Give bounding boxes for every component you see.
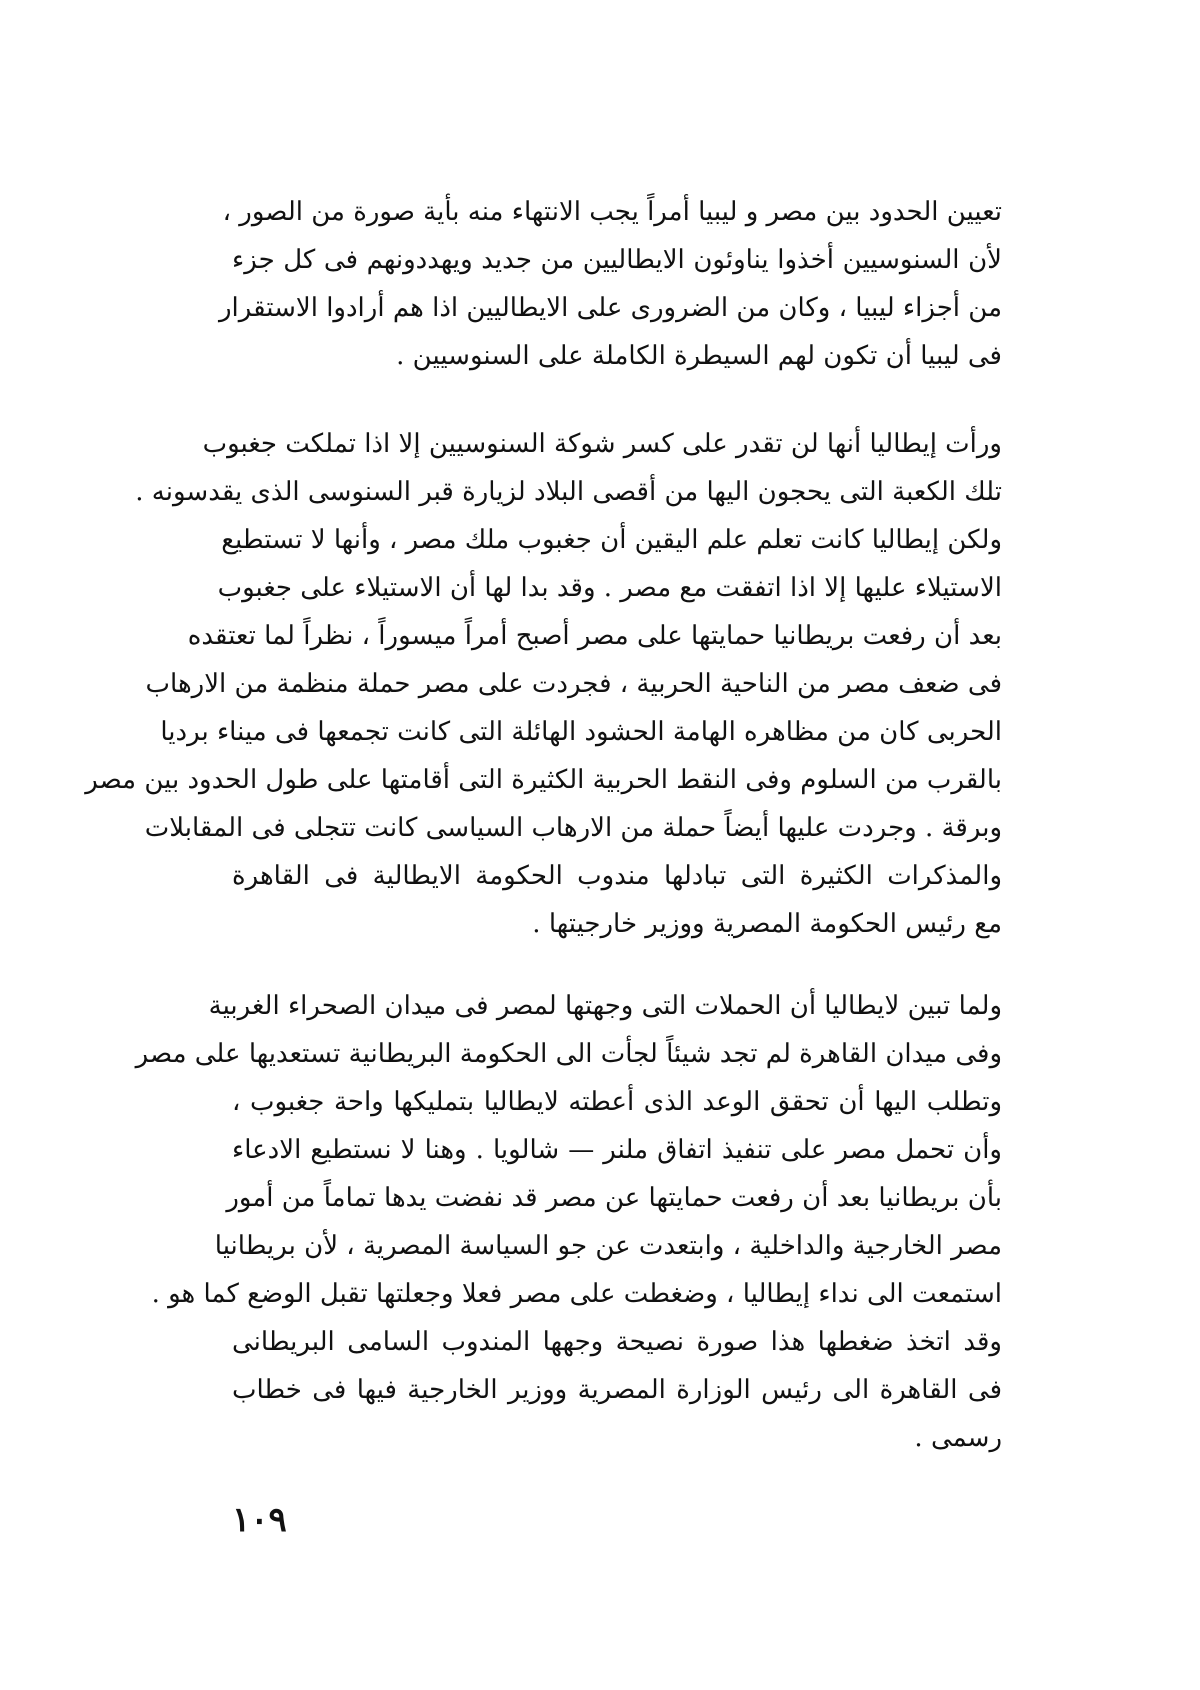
text-line: وتطلب اليها أن تحقق الوعد الذى أعطته لايطاليا بتمليكها واحة جغبوب ،: [232, 1087, 1002, 1117]
text-line: رسمى .: [914, 1423, 1002, 1453]
text-line: فى ضعف مصر من الناحية الحربية ، فجردت على مصر حملة منظمة من الارهاب: [145, 669, 1002, 699]
text-line: فى القاهرة الى رئيس الوزارة المصرية ووزير الخارجية فيها فى خطاب: [232, 1375, 1002, 1405]
text-line: ولما تبين لايطاليا أن الحملات التى وجهتها لمصر فى ميدان الصحراء الغربية: [208, 991, 1002, 1021]
text-line: وفى ميدان القاهرة لم تجد شيئاً لجأت الى الحكومة البريطانية تستعديها على مصر: [135, 1039, 1002, 1069]
text-line: استمعت الى نداء إيطاليا ، وضغطت على مصر فعلا وجعلتها تقبل الوضع كما هو .: [151, 1279, 1002, 1309]
text-line: وأن تحمل مصر على تنفيذ اتفاق ملنر — شالويا . وهنا لا نستطيع الادعاء: [232, 1135, 1002, 1165]
text-line: الاستيلاء عليها إلا اذا اتفقت مع مصر . وقد بدا لها أن الاستيلاء على جغبوب: [217, 573, 1002, 603]
text-line: تعيين الحدود بين مصر و ليبيا أمراً يجب الانتهاء منه بأية صورة من الصور ،: [222, 197, 1002, 227]
paragraph-1: [218, 188, 1002, 380]
text-line: ورأت إيطاليا أنها لن تقدر على كسر شوكة السنوسيين إلا اذا تملكت جغبوب: [202, 429, 1002, 459]
paragraph-3: [135, 982, 1002, 1462]
text-line: لأن السنوسيين أخذوا يناوئون الايطاليين من جديد ويهددونهم فى كل جزء: [232, 245, 1002, 275]
text-line: فى ليبيا أن تكون لهم السيطرة الكاملة على السنوسيين .: [396, 341, 1002, 371]
page-number: ١٠٩: [232, 1500, 287, 1540]
text-line: تلك الكعبة التى يحجون اليها من أقصى البلاد لزيارة قبر السنوسى الذى يقدسونه .: [135, 477, 1002, 507]
text-line: بأن بريطانيا بعد أن رفعت حمايتها عن مصر قد نفضت يدها تماماً من أمور: [226, 1183, 1002, 1213]
text-line: مع رئيس الحكومة المصرية ووزير خارجيتها .: [532, 909, 1002, 939]
text-line: وبرقة . وجردت عليها أيضاً حملة من الارهاب السياسى كانت تتجلى فى المقابلات: [144, 813, 1002, 843]
paragraph-2: [85, 420, 1002, 948]
text-line: وقد اتخذ ضغطها هذا صورة نصيحة وجهها المندوب السامى البريطانى: [232, 1327, 1002, 1357]
text-line: مصر الخارجية والداخلية ، وابتعدت عن جو السياسة المصرية ، لأن بريطانيا: [214, 1231, 1002, 1261]
text-line: بالقرب من السلوم وفى النقط الحربية الكثيرة التى أقامتها على طول الحدود بين مصر: [85, 765, 1002, 795]
text-line: من أجزاء ليبيا ، وكان من الضرورى على الايطاليين اذا هم أرادوا الاستقرار: [218, 293, 1002, 323]
text-line: والمذكرات الكثيرة التى تبادلها مندوب الحكومة الايطالية فى القاهرة: [232, 861, 1002, 891]
text-line: ولكن إيطاليا كانت تعلم علم اليقين أن جغبوب ملك مصر ، وأنها لا تستطيع: [221, 525, 1002, 555]
text-line: بعد أن رفعت بريطانيا حمايتها على مصر أصبح أمراً ميسوراً ، نظراً لما تعتقده: [187, 621, 1002, 651]
text-line: الحربى كان من مظاهره الهامة الحشود الهائلة التى كانت تجمعها فى ميناء برديا: [160, 717, 1002, 747]
